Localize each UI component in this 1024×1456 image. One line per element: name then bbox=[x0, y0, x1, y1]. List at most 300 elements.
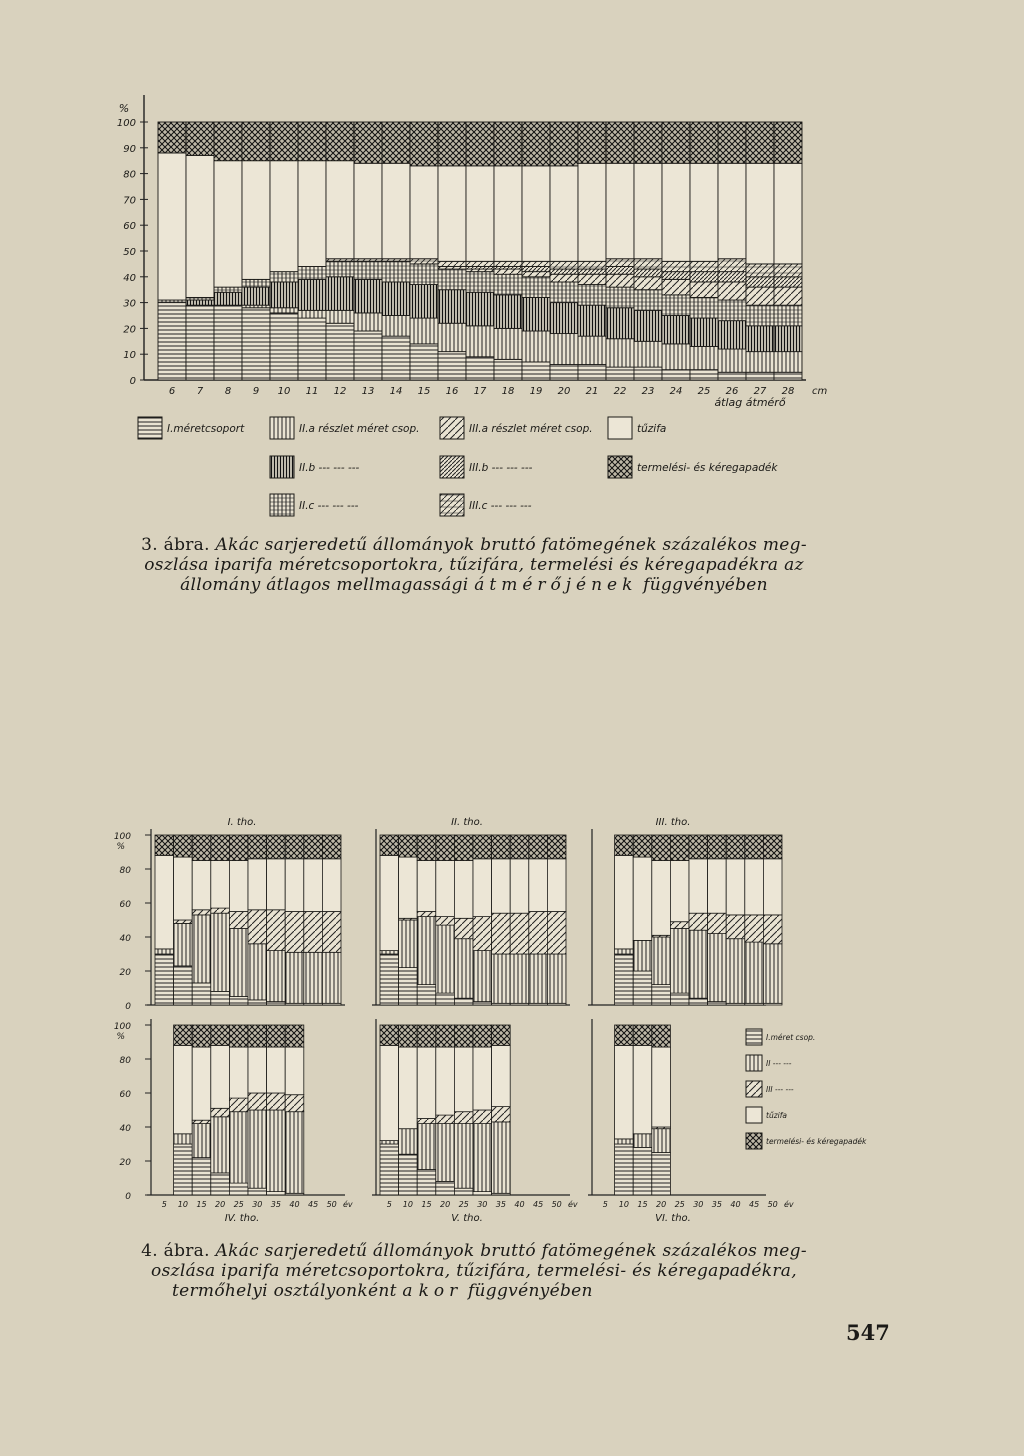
bar-segment-ii-a-r-szlet-m-ret-csop bbox=[662, 344, 690, 370]
bar-segment-ii bbox=[615, 1139, 634, 1144]
legend-label-apadek: termelési- és kéregapadék bbox=[637, 462, 778, 474]
x-tick-label: 13 bbox=[361, 386, 375, 397]
bar-segment-t-zifa bbox=[298, 161, 326, 267]
bar-segment-iii-c bbox=[690, 261, 718, 271]
bar-segment-ii-a-r-szlet-m-ret-csop bbox=[634, 341, 662, 367]
bar-segment-ii bbox=[436, 1124, 455, 1182]
panel-title: II. tho. bbox=[451, 817, 483, 828]
panel-x-tick-label: 5 bbox=[161, 1200, 167, 1209]
bar-segment-t-zifa bbox=[615, 1045, 634, 1139]
bar-segment-termel-si-s-k-regapad-k bbox=[652, 1025, 671, 1047]
bar-segment-t-zifa bbox=[633, 1045, 652, 1133]
panel-x-tick-label: 35 bbox=[495, 1200, 506, 1209]
bar-segment-iii-c bbox=[522, 261, 550, 266]
x-tick-label: 11 bbox=[305, 386, 319, 397]
panel-y-tick-label: 40 bbox=[119, 1124, 131, 1134]
bar-segment-iii bbox=[436, 917, 455, 926]
bar-segment-iii bbox=[454, 1112, 473, 1124]
panel-x-tick-label: 50 bbox=[326, 1200, 337, 1209]
x-tick-label: 7 bbox=[196, 386, 204, 397]
bar-segment-ii-b bbox=[634, 310, 662, 341]
bar-segment-ii bbox=[322, 952, 341, 1003]
y-tick-label: 80 bbox=[123, 169, 136, 181]
bar-segment-ii-c bbox=[466, 272, 494, 293]
panel-x-tick-label: 35 bbox=[711, 1200, 722, 1209]
figure-4-caption-line-3a: termőhelyi osztályonként a bbox=[172, 1281, 413, 1301]
bar-segment-t-zifa bbox=[267, 1047, 286, 1093]
bar-segment-ii-b bbox=[578, 305, 606, 336]
panel-x-tick-label: 50 bbox=[551, 1200, 562, 1209]
legend-swatch-iia bbox=[270, 417, 294, 439]
bar-segment-iii-c bbox=[494, 261, 522, 266]
bar-segment-ii-b bbox=[214, 292, 242, 305]
bar-segment-ii bbox=[745, 942, 764, 1003]
bar-segment-t-zifa bbox=[192, 861, 211, 910]
x-tick-label: 9 bbox=[252, 386, 260, 397]
bar-segment-t-zifa bbox=[670, 861, 689, 922]
bar-segment-termel-si-s-k-regapad-k bbox=[211, 835, 230, 861]
bar-segment-t-zifa bbox=[726, 859, 745, 915]
bar-segment-termel-si-s-k-regapad-k bbox=[229, 1025, 248, 1047]
bar-segment-iii bbox=[473, 1110, 492, 1124]
bar-segment-iii-c bbox=[746, 264, 774, 277]
panel-x-tick-label: 30 bbox=[477, 1200, 488, 1209]
panel-x-tick-label: 30 bbox=[693, 1200, 704, 1209]
bar-segment-ii-a-r-szlet-m-ret-csop bbox=[494, 328, 522, 359]
bar-segment-ii bbox=[267, 1110, 286, 1192]
panel-y-tick-label: 80 bbox=[119, 1056, 131, 1066]
bar-segment-ii-c bbox=[522, 277, 550, 298]
bar-segment-t-zifa bbox=[380, 855, 399, 950]
panel-x-tick-label: 35 bbox=[270, 1200, 281, 1209]
bar-segment-iii bbox=[745, 915, 764, 942]
bar-segment-ii bbox=[454, 939, 473, 999]
bar-segment-ii-c bbox=[410, 264, 438, 285]
bar-segment-termel-si-s-k-regapad-k bbox=[522, 122, 550, 166]
bar-segment-t-zifa bbox=[550, 166, 578, 261]
bar-segment-t-zifa bbox=[763, 859, 782, 915]
bar-segment-termel-si-s-k-regapad-k bbox=[380, 1025, 399, 1045]
bar-segment-iii bbox=[473, 917, 492, 951]
bar-segment-i-m-ret-csop bbox=[211, 991, 230, 1005]
bar-segment-i-m-ret-csop bbox=[192, 983, 211, 1005]
bar-segment-i-m-retcsoport bbox=[690, 370, 718, 380]
y-tick-label: 0 bbox=[129, 376, 136, 387]
bar-segment-ii bbox=[192, 915, 211, 983]
bar-segment-i-m-retcsoport bbox=[774, 372, 802, 380]
panel-x-tick-label: 40 bbox=[289, 1200, 300, 1209]
figure-3-caption-line-1: Akác sarjeredetű állományok bruttó fatömegének százalékos meg- bbox=[215, 535, 807, 555]
bar-segment-i-m-ret-csop bbox=[633, 971, 652, 1005]
bar-segment-t-zifa bbox=[492, 1045, 511, 1106]
bar-segment-ii bbox=[267, 951, 286, 1002]
bar-segment-iii-a-r-szlet-m-ret-csop bbox=[494, 269, 522, 274]
y-tick-label: 70 bbox=[123, 195, 136, 207]
bar-segment-termel-si-s-k-regapad-k bbox=[615, 1025, 634, 1045]
bar-segment-termel-si-s-k-regapad-k bbox=[248, 835, 267, 859]
bar-segment-ii bbox=[633, 1134, 652, 1148]
bar-segment-termel-si-s-k-regapad-k bbox=[633, 835, 652, 857]
bar-segment-termel-si-s-k-regapad-k bbox=[285, 835, 304, 859]
bar-segment-termel-si-s-k-regapad-k bbox=[774, 122, 802, 163]
bar-segment-ii-c bbox=[214, 287, 242, 292]
bar-segment-iii bbox=[267, 1093, 286, 1110]
bar-segment-iii bbox=[285, 912, 304, 953]
bar-segment-i-m-ret-csop bbox=[436, 993, 455, 1005]
bar-segment-ii bbox=[473, 1124, 492, 1192]
bar-segment-iii-a-r-szlet-m-ret-csop bbox=[690, 282, 718, 297]
bar-segment-i-m-ret-csop bbox=[436, 1181, 455, 1195]
bar-segment-termel-si-s-k-regapad-k bbox=[298, 122, 326, 161]
bar-segment-termel-si-s-k-regapad-k bbox=[689, 835, 708, 859]
bar-segment-i-m-ret-csop bbox=[417, 985, 436, 1005]
bar-segment-iii bbox=[492, 913, 511, 954]
bar-segment-iii-c bbox=[606, 259, 634, 267]
legend-swatch-iic bbox=[270, 494, 294, 516]
bar-segment-ii-a-r-szlet-m-ret-csop bbox=[354, 313, 382, 331]
bar-segment-ii bbox=[492, 954, 511, 1003]
bar-segment-ii bbox=[492, 1122, 511, 1193]
bar-segment-ii bbox=[174, 923, 193, 966]
bar-segment-t-zifa bbox=[466, 166, 494, 261]
bar-segment-termel-si-s-k-regapad-k bbox=[492, 1025, 511, 1045]
bar-segment-ii-b bbox=[550, 303, 578, 334]
x-tick-label: 10 bbox=[277, 386, 291, 397]
x-tick-label: 18 bbox=[501, 386, 515, 397]
bar-segment-ii-c bbox=[718, 300, 746, 321]
legend-swatch-i bbox=[746, 1029, 762, 1045]
legend-swatch-tuzifa bbox=[608, 417, 632, 439]
bar-segment-ii-a-r-szlet-m-ret-csop bbox=[298, 310, 326, 318]
bar-segment-i-m-ret-csop bbox=[380, 954, 399, 1005]
bar-segment-ii-b bbox=[186, 300, 214, 305]
bar-segment-ii-c bbox=[662, 295, 690, 316]
bar-segment-t-zifa bbox=[708, 859, 727, 913]
bar-segment-iii bbox=[436, 1115, 455, 1124]
panel-x-tick-label: 25 bbox=[674, 1200, 685, 1209]
bar-segment-iii bbox=[763, 915, 782, 944]
bar-segment-termel-si-s-k-regapad-k bbox=[214, 122, 242, 161]
bar-segment-t-zifa bbox=[192, 1047, 211, 1120]
panel-title: IV. tho. bbox=[224, 1213, 260, 1224]
bar-segment-t-zifa bbox=[248, 859, 267, 910]
bar-segment-t-zifa bbox=[615, 855, 634, 949]
bar-segment-ii-a-r-szlet-m-ret-csop bbox=[550, 334, 578, 365]
figure-4-caption-number: 4. ábra. bbox=[141, 1241, 210, 1261]
figure-4-caption-line-1: Akác sarjeredetű állományok bruttó fatömegének százalékos meg- bbox=[215, 1241, 807, 1261]
bar-segment-i-m-retcsoport bbox=[606, 367, 634, 380]
bar-segment-t-zifa bbox=[399, 857, 418, 918]
bar-segment-iii bbox=[211, 1108, 230, 1117]
bar-segment-ii-c bbox=[354, 261, 382, 279]
bar-segment-iii-b bbox=[774, 277, 802, 287]
legend-label-i: I.méret csop. bbox=[766, 1033, 816, 1042]
panel-x-tick-label: 15 bbox=[637, 1200, 648, 1209]
bar-segment-iii bbox=[248, 1093, 267, 1110]
bar-segment-t-zifa bbox=[285, 859, 304, 912]
bar-segment-ii-c bbox=[690, 297, 718, 318]
panel-y-tick-label: 100 bbox=[113, 1022, 131, 1032]
bar-segment-ii-b bbox=[298, 279, 326, 310]
bar-segment-iii bbox=[267, 910, 286, 951]
bar-segment-termel-si-s-k-regapad-k bbox=[529, 835, 548, 859]
legend-swatch-iib bbox=[270, 456, 294, 478]
bar-segment-ii bbox=[510, 954, 529, 1003]
bar-segment-ii-c bbox=[326, 261, 354, 276]
bar-segment-t-zifa bbox=[267, 859, 286, 910]
legend-label-iiib: III.b --- --- --- bbox=[469, 462, 533, 474]
bar-segment-t-zifa bbox=[354, 163, 382, 258]
bar-segment-termel-si-s-k-regapad-k bbox=[473, 1025, 492, 1047]
x-tick-label: 14 bbox=[389, 386, 403, 397]
panel-x-tick-label: 45 bbox=[749, 1200, 760, 1209]
bar-segment-ii bbox=[285, 952, 304, 1003]
x-tick-label: 27 bbox=[753, 386, 767, 397]
legend-label-ii: II --- --- bbox=[766, 1059, 792, 1068]
figure-3-caption-line-3a: állomány átlagos mellmagassági bbox=[180, 575, 469, 595]
bar-segment-ii-b bbox=[438, 290, 466, 324]
bar-segment-termel-si-s-k-regapad-k bbox=[242, 122, 270, 161]
bar-segment-termel-si-s-k-regapad-k bbox=[192, 1025, 211, 1047]
bar-segment-ii-b bbox=[494, 295, 522, 329]
bar-segment-t-zifa bbox=[510, 859, 529, 913]
bar-segment-t-zifa bbox=[718, 163, 746, 258]
bar-segment-t-zifa bbox=[438, 166, 466, 261]
bar-segment-iii-b bbox=[522, 266, 550, 271]
bar-segment-i-m-retcsoport bbox=[466, 357, 494, 380]
x-tick-label: 22 bbox=[613, 386, 627, 397]
bar-segment-ii-a-r-szlet-m-ret-csop bbox=[326, 310, 354, 323]
panel-x-unit: év bbox=[568, 1200, 578, 1209]
panel-x-tick-label: 40 bbox=[514, 1200, 525, 1209]
bar-segment-i-m-retcsoport bbox=[578, 365, 606, 380]
bar-segment-ii bbox=[708, 934, 727, 1002]
x-tick-label: 15 bbox=[417, 386, 431, 397]
x-tick-label: 21 bbox=[585, 386, 599, 397]
bar-segment-t-zifa bbox=[634, 163, 662, 258]
bar-segment-t-zifa bbox=[547, 859, 566, 912]
bar-segment-ii bbox=[670, 929, 689, 994]
bar-segment-iii bbox=[285, 1095, 304, 1112]
bar-segment-iii bbox=[322, 912, 341, 953]
bar-segment-termel-si-s-k-regapad-k bbox=[322, 835, 341, 859]
bar-segment-termel-si-s-k-regapad-k bbox=[436, 1025, 455, 1047]
bar-segment-iii bbox=[229, 912, 248, 929]
bar-segment-t-zifa bbox=[652, 861, 671, 936]
bar-segment-t-zifa bbox=[473, 859, 492, 917]
bar-segment-t-zifa bbox=[746, 163, 774, 264]
bar-segment-ii-c bbox=[606, 287, 634, 308]
bar-segment-i-m-ret-csop bbox=[670, 993, 689, 1005]
panel-y-tick-label: 60 bbox=[119, 1090, 131, 1100]
bar-segment-i-m-retcsoport bbox=[214, 305, 242, 380]
bar-segment-ii-c bbox=[242, 279, 270, 287]
panel-iv-tho bbox=[114, 1019, 353, 1224]
bar-segment-i-m-ret-csop bbox=[229, 997, 248, 1006]
panel-x-unit: év bbox=[343, 1200, 353, 1209]
bar-segment-termel-si-s-k-regapad-k bbox=[174, 835, 193, 857]
bar-segment-termel-si-s-k-regapad-k bbox=[652, 835, 671, 861]
bar-segment-iii bbox=[492, 1107, 511, 1122]
bar-segment-i-m-retcsoport bbox=[158, 303, 186, 380]
bar-segment-i-m-ret-csop bbox=[689, 998, 708, 1005]
bar-segment-t-zifa bbox=[248, 1047, 267, 1093]
panel-y-unit: % bbox=[116, 1032, 125, 1042]
bar-segment-ii-a-r-szlet-m-ret-csop bbox=[438, 323, 466, 351]
bar-segment-ii-c bbox=[382, 261, 410, 282]
bar-segment-t-zifa bbox=[662, 163, 690, 261]
bar-segment-termel-si-s-k-regapad-k bbox=[285, 1025, 304, 1047]
bar-segment-t-zifa bbox=[652, 1047, 671, 1127]
y-axis-unit: % bbox=[118, 102, 130, 115]
bar-segment-ii-b bbox=[270, 282, 298, 308]
bar-segment-iii-b bbox=[578, 269, 606, 274]
bar-segment-iii bbox=[417, 912, 436, 917]
bar-segment-iii-b bbox=[690, 272, 718, 282]
bar-segment-iii-c bbox=[410, 259, 438, 264]
bar-segment-iii bbox=[304, 912, 323, 953]
x-tick-label: 28 bbox=[781, 386, 795, 397]
bar-segment-ii bbox=[547, 954, 566, 1003]
bar-segment-iii-c bbox=[578, 261, 606, 269]
bar-segment-termel-si-s-k-regapad-k bbox=[158, 122, 186, 153]
bar-segment-iii bbox=[229, 1098, 248, 1112]
bar-segment-i-m-ret-csop bbox=[615, 1144, 634, 1195]
bar-segment-t-zifa bbox=[380, 1045, 399, 1140]
bar-segment-ii bbox=[689, 930, 708, 998]
bar-segment-t-zifa bbox=[689, 859, 708, 913]
bar-segment-iii-a-r-szlet-m-ret-csop bbox=[634, 277, 662, 290]
bar-segment-iii-b bbox=[550, 269, 578, 274]
bar-segment-ii-c bbox=[634, 290, 662, 311]
panel-x-unit: év bbox=[784, 1200, 794, 1209]
panel-i-tho bbox=[114, 817, 345, 1012]
bar-segment-i-m-ret-csop bbox=[229, 1183, 248, 1195]
panel-x-tick-label: 30 bbox=[252, 1200, 263, 1209]
bar-segment-ii-a-r-szlet-m-ret-csop bbox=[410, 318, 438, 344]
legend-swatch-tuzifa bbox=[746, 1107, 762, 1123]
bar-segment-t-zifa bbox=[417, 861, 436, 912]
legend-label-iiic: III.c --- --- --- bbox=[469, 500, 532, 512]
bar-segment-t-zifa bbox=[174, 857, 193, 920]
figure-4-caption-line-3b: kor bbox=[418, 1281, 463, 1301]
bar-segment-iii bbox=[529, 912, 548, 955]
bar-segment-ii-b bbox=[354, 279, 382, 313]
bar-segment-ii bbox=[454, 1124, 473, 1189]
bar-segment-termel-si-s-k-regapad-k bbox=[454, 1025, 473, 1047]
bar-segment-termel-si-s-k-regapad-k bbox=[670, 835, 689, 861]
bar-segment-iii-a-r-szlet-m-ret-csop bbox=[550, 274, 578, 282]
panel-x-tick-label: 45 bbox=[308, 1200, 319, 1209]
panel-x-tick-label: 25 bbox=[233, 1200, 244, 1209]
bar-segment-i-m-ret-csop bbox=[211, 1173, 230, 1195]
bar-segment-ii-c bbox=[270, 272, 298, 282]
bar-segment-ii-b bbox=[746, 326, 774, 352]
y-tick-label: 60 bbox=[123, 221, 136, 233]
bar-segment-iii-a-r-szlet-m-ret-csop bbox=[606, 274, 634, 287]
bar-segment-iii-b bbox=[662, 272, 690, 280]
panel-x-tick-label: 50 bbox=[767, 1200, 778, 1209]
bar-segment-ii-c bbox=[550, 282, 578, 303]
bar-segment-t-zifa bbox=[382, 163, 410, 258]
bar-segment-ii-b bbox=[662, 316, 690, 344]
bar-segment-iii bbox=[708, 913, 727, 933]
panel-ii-tho bbox=[372, 817, 570, 1005]
bar-segment-i-m-ret-csop bbox=[633, 1147, 652, 1195]
bar-segment-t-zifa bbox=[417, 1047, 436, 1118]
panel-y-tick-label: 60 bbox=[119, 900, 131, 910]
bar-segment-termel-si-s-k-regapad-k bbox=[726, 835, 745, 859]
bar-segment-iii-a-r-szlet-m-ret-csop bbox=[718, 282, 746, 300]
bar-segment-ii bbox=[380, 951, 399, 954]
bar-segment-termel-si-s-k-regapad-k bbox=[326, 122, 354, 161]
bar-segment-i-m-retcsoport bbox=[242, 308, 270, 380]
bar-segment-ii-b bbox=[410, 285, 438, 319]
bar-segment-ii-b bbox=[326, 277, 354, 311]
legend-label-tuzifa: tűzifa bbox=[766, 1111, 787, 1120]
bar-segment-termel-si-s-k-regapad-k bbox=[708, 835, 727, 859]
bar-segment-termel-si-s-k-regapad-k bbox=[466, 122, 494, 166]
bar-segment-i-m-retcsoport bbox=[522, 362, 550, 380]
bar-segment-t-zifa bbox=[578, 163, 606, 261]
bar-segment-t-zifa bbox=[522, 166, 550, 261]
bar-segment-t-zifa bbox=[211, 861, 230, 909]
bar-segment-termel-si-s-k-regapad-k bbox=[174, 1025, 193, 1045]
legend-swatch-iii bbox=[746, 1081, 762, 1097]
bar-segment-i-m-retcsoport bbox=[410, 344, 438, 380]
bar-segment-termel-si-s-k-regapad-k bbox=[438, 122, 466, 166]
x-tick-label: 26 bbox=[725, 386, 739, 397]
bar-segment-i-m-ret-csop bbox=[652, 985, 671, 1005]
bar-segment-t-zifa bbox=[492, 859, 511, 913]
bar-segment-iii bbox=[726, 915, 745, 939]
bar-segment-ii-a-r-szlet-m-ret-csop bbox=[774, 352, 802, 373]
panel-vi-tho bbox=[588, 1019, 794, 1224]
bar-segment-iii-c bbox=[718, 259, 746, 272]
bar-segment-ii bbox=[399, 1129, 418, 1155]
bar-segment-i-m-ret-csop bbox=[652, 1153, 671, 1196]
y-tick-label: 100 bbox=[116, 118, 136, 129]
page-number: 547 bbox=[846, 1320, 890, 1345]
x-tick-label: 19 bbox=[529, 386, 543, 397]
bar-segment-termel-si-s-k-regapad-k bbox=[454, 835, 473, 861]
panel-title: I. tho. bbox=[227, 817, 257, 828]
bar-segment-i-m-ret-csop bbox=[380, 1144, 399, 1195]
figure-3-stacked-bar-chart bbox=[0, 0, 1024, 530]
bar-segment-termel-si-s-k-regapad-k bbox=[746, 122, 774, 163]
bar-segment-ii bbox=[417, 1124, 436, 1170]
bar-segment-iii bbox=[417, 1119, 436, 1124]
bar-segment-termel-si-s-k-regapad-k bbox=[417, 835, 436, 861]
bar-segment-iii-b bbox=[718, 272, 746, 282]
legend-label-iia: II.a részlet méret csop. bbox=[299, 423, 420, 435]
figure-3-caption-line-3b: átmérőjének bbox=[474, 575, 638, 595]
bar-segment-iii bbox=[689, 913, 708, 930]
bar-segment-ii-b bbox=[522, 297, 550, 331]
bar-segment-i-m-retcsoport bbox=[298, 318, 326, 380]
y-tick-label: 90 bbox=[123, 143, 136, 155]
bar-segment-ii bbox=[529, 954, 548, 1003]
bar-segment-termel-si-s-k-regapad-k bbox=[745, 835, 764, 859]
bar-segment-iii bbox=[192, 1120, 211, 1123]
bar-segment-t-zifa bbox=[229, 1047, 248, 1098]
legend-label-iic: II.c --- --- --- bbox=[299, 500, 359, 512]
panel-x-tick-label: 5 bbox=[602, 1200, 608, 1209]
x-tick-label: 25 bbox=[697, 386, 711, 397]
bar-segment-t-zifa bbox=[155, 855, 174, 949]
bar-segment-i-m-ret-csop bbox=[192, 1158, 211, 1195]
bar-segment-iii bbox=[670, 922, 689, 929]
